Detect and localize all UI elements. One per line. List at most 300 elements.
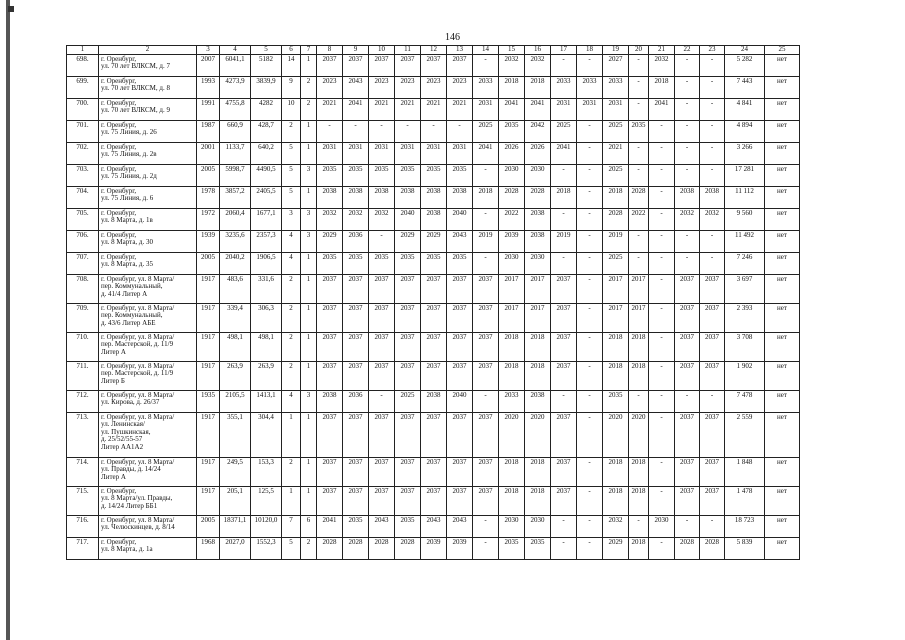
table-cell: 4: [282, 390, 301, 412]
table-cell: -: [369, 230, 395, 252]
table-cell: 2026: [525, 142, 551, 164]
table-cell: 7 443: [725, 76, 765, 98]
table-cell: 2032: [343, 208, 369, 230]
table-cell: 2039: [421, 537, 447, 559]
table-cell: 2: [301, 76, 317, 98]
table-cell: нет: [765, 186, 800, 208]
table-cell: -: [551, 537, 577, 559]
table-cell: 4: [282, 252, 301, 274]
table-cell: 1917: [197, 412, 220, 457]
table-cell: 2029: [421, 230, 447, 252]
table-cell: 2038: [369, 186, 395, 208]
table-cell: 701.: [67, 120, 99, 142]
table-cell: 2357,3: [251, 230, 282, 252]
binding-margin-line: [6, 0, 10, 640]
table-cell: 10: [282, 98, 301, 120]
table-cell: -: [649, 303, 675, 332]
table-cell: 2043: [421, 515, 447, 537]
column-header: 4: [220, 46, 251, 55]
table-cell: 2029: [603, 537, 629, 559]
table-cell: 7: [282, 515, 301, 537]
table-cell: 2018: [629, 537, 649, 559]
table-cell: 2 393: [725, 303, 765, 332]
table-cell: -: [551, 390, 577, 412]
table-cell: 2032: [317, 208, 343, 230]
table-cell: 2033: [577, 76, 603, 98]
table-cell: 1 848: [725, 457, 765, 486]
column-header: 1: [67, 46, 99, 55]
table-cell: 1: [301, 457, 317, 486]
table-cell: 2037: [700, 486, 725, 515]
table-cell: 2025: [603, 120, 629, 142]
table-cell: 2: [282, 303, 301, 332]
table-cell: 2036: [343, 390, 369, 412]
table-row: [67, 303, 800, 332]
table-cell: 1978: [197, 186, 220, 208]
column-header: 15: [499, 46, 525, 55]
table-cell: -: [577, 361, 603, 390]
address-cell: г. Оренбург, ул. 8 Марта, д. 1а: [99, 537, 197, 559]
table-cell: 1: [301, 361, 317, 390]
table-row: [67, 361, 800, 390]
table-cell: 2037: [447, 54, 473, 76]
column-header: 3: [197, 46, 220, 55]
table-cell: 331,6: [251, 274, 282, 303]
table-cell: 2: [282, 361, 301, 390]
table-cell: 2037: [369, 486, 395, 515]
table-cell: 11 112: [725, 186, 765, 208]
table-cell: -: [369, 120, 395, 142]
column-header: 23: [700, 46, 725, 55]
table-cell: 3 708: [725, 332, 765, 361]
table-cell: 2037: [317, 332, 343, 361]
table-row: [67, 98, 800, 120]
table-cell: 2037: [369, 332, 395, 361]
table-cell: 2017: [525, 303, 551, 332]
table-cell: 1: [301, 186, 317, 208]
table-cell: 1 902: [725, 361, 765, 390]
table-cell: 2018: [603, 186, 629, 208]
table-cell: нет: [765, 54, 800, 76]
table-cell: 2105,5: [220, 390, 251, 412]
table-cell: 2030: [525, 515, 551, 537]
table-cell: 2037: [473, 361, 499, 390]
column-header: 9: [343, 46, 369, 55]
table-cell: 498,1: [220, 332, 251, 361]
table-cell: 2037: [395, 332, 421, 361]
table-cell: 153,3: [251, 457, 282, 486]
table-row: [67, 274, 800, 303]
table-cell: 2020: [525, 412, 551, 457]
table-cell: 2038: [525, 208, 551, 230]
table-cell: 428,7: [251, 120, 282, 142]
column-header: 14: [473, 46, 499, 55]
table-cell: -: [649, 120, 675, 142]
table-cell: -: [551, 164, 577, 186]
table-cell: 5: [282, 164, 301, 186]
table-cell: 2030: [499, 164, 525, 186]
table-cell: 2037: [421, 303, 447, 332]
table-cell: 2018: [473, 186, 499, 208]
table-row: [67, 486, 800, 515]
table-cell: -: [577, 303, 603, 332]
table-cell: 2035: [317, 164, 343, 186]
table-cell: 2041: [551, 142, 577, 164]
table-cell: 702.: [67, 142, 99, 164]
table-cell: -: [700, 76, 725, 98]
table-cell: 5: [282, 142, 301, 164]
table-cell: -: [675, 76, 700, 98]
table-cell: 2037: [675, 332, 700, 361]
table-cell: 2037: [369, 457, 395, 486]
table-cell: 2035: [421, 164, 447, 186]
table-cell: 704.: [67, 186, 99, 208]
table-cell: 2025: [395, 390, 421, 412]
table-cell: 263,9: [220, 361, 251, 390]
table-cell: нет: [765, 252, 800, 274]
address-cell: г. Оренбург, ул. 8 Марта/ ул. Кирова, д. 26/37: [99, 390, 197, 412]
table-cell: 2037: [395, 457, 421, 486]
table-cell: 2037: [317, 412, 343, 457]
table-cell: -: [629, 76, 649, 98]
table-cell: 2017: [525, 274, 551, 303]
table-cell: -: [649, 208, 675, 230]
table-cell: -: [577, 120, 603, 142]
table-cell: 2038: [317, 390, 343, 412]
table-cell: -: [343, 120, 369, 142]
table-cell: 2021: [395, 98, 421, 120]
table-cell: 2035: [369, 252, 395, 274]
table-cell: 2: [301, 98, 317, 120]
table-cell: 355,1: [220, 412, 251, 457]
table-cell: 1906,5: [251, 252, 282, 274]
table-cell: 5: [282, 537, 301, 559]
table-cell: 1677,1: [251, 208, 282, 230]
table-cell: 3: [301, 230, 317, 252]
table-cell: 125,5: [251, 486, 282, 515]
table-cell: -: [700, 142, 725, 164]
table-cell: 2037: [317, 457, 343, 486]
table-cell: нет: [765, 142, 800, 164]
table-cell: 2038: [343, 186, 369, 208]
table-row: [67, 390, 800, 412]
table-cell: 2032: [675, 208, 700, 230]
table-cell: -: [649, 486, 675, 515]
table-cell: 2: [282, 274, 301, 303]
table-cell: 2037: [369, 274, 395, 303]
table-cell: 2037: [675, 486, 700, 515]
table-cell: 709.: [67, 303, 99, 332]
table-cell: 2028: [343, 537, 369, 559]
table-cell: 1: [301, 142, 317, 164]
table-cell: 2037: [369, 54, 395, 76]
table-cell: 4: [282, 230, 301, 252]
address-cell: г. Оренбург, ул. 8 Марта/ пер. Коммунальный, д. 41/4 Литер А: [99, 274, 197, 303]
table-cell: 3 697: [725, 274, 765, 303]
table-cell: -: [577, 412, 603, 457]
table-cell: 2040: [395, 208, 421, 230]
table-cell: 2037: [675, 412, 700, 457]
table-cell: 2037: [700, 361, 725, 390]
table-cell: 2041: [343, 98, 369, 120]
table-cell: 2037: [421, 332, 447, 361]
table-cell: 2021: [369, 98, 395, 120]
table-cell: 5998,7: [220, 164, 251, 186]
table-cell: 2037: [473, 274, 499, 303]
table-cell: 2037: [551, 274, 577, 303]
table-cell: 2041: [525, 98, 551, 120]
table-cell: 2037: [447, 412, 473, 457]
table-row: [67, 142, 800, 164]
table-cell: 2037: [369, 361, 395, 390]
table-cell: -: [629, 164, 649, 186]
table-cell: 2018: [499, 486, 525, 515]
table-cell: 2018: [629, 361, 649, 390]
table-cell: -: [473, 390, 499, 412]
table-cell: 712.: [67, 390, 99, 412]
table-cell: -: [649, 390, 675, 412]
table-cell: 2018: [525, 486, 551, 515]
table-cell: 2001: [197, 142, 220, 164]
table-cell: 2021: [447, 98, 473, 120]
address-cell: г. Оренбург, ул. 75 Линия, д. 2в: [99, 142, 197, 164]
table-cell: 2032: [649, 54, 675, 76]
table-cell: -: [649, 457, 675, 486]
table-cell: 2: [282, 457, 301, 486]
table-cell: 2035: [447, 252, 473, 274]
table-cell: -: [629, 230, 649, 252]
table-cell: -: [369, 390, 395, 412]
table-cell: 2026: [499, 142, 525, 164]
column-header: 13: [447, 46, 473, 55]
table-cell: 2035: [499, 120, 525, 142]
table-cell: 717.: [67, 537, 99, 559]
table-cell: 2019: [473, 230, 499, 252]
table-cell: 2018: [525, 361, 551, 390]
table-cell: -: [577, 230, 603, 252]
table-cell: 3857,2: [220, 186, 251, 208]
table-cell: 2037: [421, 486, 447, 515]
table-cell: -: [675, 98, 700, 120]
table-cell: 2037: [473, 457, 499, 486]
table-cell: 2033: [499, 390, 525, 412]
table-cell: 2028: [369, 537, 395, 559]
table-cell: 714.: [67, 457, 99, 486]
table-cell: 2035: [421, 252, 447, 274]
table-cell: 249,5: [220, 457, 251, 486]
table-cell: 2038: [700, 186, 725, 208]
table-cell: 2018: [499, 361, 525, 390]
column-header: 20: [629, 46, 649, 55]
table-cell: 710.: [67, 332, 99, 361]
table-cell: 2037: [551, 332, 577, 361]
table-cell: 1: [301, 303, 317, 332]
table-cell: 2028: [395, 537, 421, 559]
table-cell: 2038: [421, 186, 447, 208]
page-number: 146: [445, 32, 460, 43]
table-cell: 2037: [447, 457, 473, 486]
table-cell: 2025: [603, 164, 629, 186]
table-cell: 2029: [395, 230, 421, 252]
table-cell: 2031: [395, 142, 421, 164]
table-cell: 2043: [369, 515, 395, 537]
table-cell: 2018: [525, 332, 551, 361]
table-cell: 14: [282, 54, 301, 76]
table-cell: 2031: [421, 142, 447, 164]
table-cell: 2032: [700, 208, 725, 230]
column-header: 10: [369, 46, 395, 55]
table-cell: 4490,5: [251, 164, 282, 186]
table-cell: -: [577, 457, 603, 486]
table-cell: 7 478: [725, 390, 765, 412]
table-cell: 2037: [343, 361, 369, 390]
table-cell: 2035: [603, 390, 629, 412]
table-cell: 1917: [197, 361, 220, 390]
table-cell: 699.: [67, 76, 99, 98]
table-cell: 2037: [551, 457, 577, 486]
table-cell: -: [649, 230, 675, 252]
table-cell: 2025: [473, 120, 499, 142]
table-cell: 4 841: [725, 98, 765, 120]
column-header: 5: [251, 46, 282, 55]
table-cell: 703.: [67, 164, 99, 186]
table-cell: 2031: [317, 142, 343, 164]
address-cell: г. Оренбург, ул. 8 Марта, д. 35: [99, 252, 197, 274]
table-cell: 2037: [421, 361, 447, 390]
table-cell: 2035: [499, 537, 525, 559]
table-cell: 2037: [473, 303, 499, 332]
table-cell: 2038: [525, 230, 551, 252]
table-cell: 2038: [421, 390, 447, 412]
column-header: 19: [603, 46, 629, 55]
table-cell: 2037: [447, 332, 473, 361]
table-cell: 2028: [603, 208, 629, 230]
table-cell: 2037: [421, 54, 447, 76]
table-cell: 2027: [603, 54, 629, 76]
table-cell: 1: [301, 54, 317, 76]
table-cell: 2037: [675, 303, 700, 332]
table-cell: 713.: [67, 412, 99, 457]
table-cell: 2018: [525, 76, 551, 98]
table-row: [67, 457, 800, 486]
table-cell: 2018: [525, 457, 551, 486]
table-cell: 700.: [67, 98, 99, 120]
table-cell: 2037: [317, 274, 343, 303]
table-cell: 1: [301, 120, 317, 142]
table-cell: 2017: [629, 303, 649, 332]
table-cell: 9 560: [725, 208, 765, 230]
table-cell: 2039: [499, 230, 525, 252]
table-cell: -: [700, 164, 725, 186]
table-cell: 2018: [603, 332, 629, 361]
table-cell: 205,1: [220, 486, 251, 515]
table-cell: -: [577, 390, 603, 412]
table-cell: -: [577, 208, 603, 230]
table-cell: 2030: [499, 252, 525, 274]
table-cell: 2028: [317, 537, 343, 559]
table-cell: 306,3: [251, 303, 282, 332]
table-cell: 2037: [700, 332, 725, 361]
table-cell: 1991: [197, 98, 220, 120]
table-cell: -: [675, 390, 700, 412]
column-header: 6: [282, 46, 301, 55]
table-cell: нет: [765, 332, 800, 361]
table-cell: нет: [765, 303, 800, 332]
table-cell: 698.: [67, 54, 99, 76]
table-cell: 2020: [499, 412, 525, 457]
address-cell: г. Оренбург, ул. 70 лет ВЛКСМ, д. 9: [99, 98, 197, 120]
table-cell: 2025: [603, 252, 629, 274]
table-cell: 2037: [395, 486, 421, 515]
table-cell: -: [700, 252, 725, 274]
table-cell: -: [649, 412, 675, 457]
address-cell: г. Оренбург, ул. 8 Марта/ пер. Коммунальный, д. 43/6 Литер АБЕ: [99, 303, 197, 332]
column-header: 7: [301, 46, 317, 55]
table-cell: 2043: [447, 230, 473, 252]
address-cell: г. Оренбург, ул. 8 Марта/ул. Правды, д. 14/24 Литер ББ1: [99, 486, 197, 515]
table-cell: -: [700, 120, 725, 142]
table-cell: 2032: [369, 208, 395, 230]
column-header: 17: [551, 46, 577, 55]
table-row: [67, 515, 800, 537]
table-cell: 2032: [499, 54, 525, 76]
table-cell: 2028: [525, 186, 551, 208]
table-cell: 2037: [343, 274, 369, 303]
table-cell: 2033: [603, 76, 629, 98]
table-cell: -: [675, 230, 700, 252]
table-row: [67, 186, 800, 208]
table-cell: -: [629, 252, 649, 274]
table-cell: 2037: [317, 361, 343, 390]
table-cell: -: [447, 120, 473, 142]
table-cell: 1917: [197, 274, 220, 303]
column-header: 22: [675, 46, 700, 55]
table-cell: 2032: [525, 54, 551, 76]
table-cell: 2017: [603, 303, 629, 332]
table-cell: 2037: [473, 486, 499, 515]
table-cell: 6: [301, 515, 317, 537]
table-cell: -: [700, 230, 725, 252]
table-cell: нет: [765, 164, 800, 186]
table-cell: 2005: [197, 515, 220, 537]
table-cell: 2021: [421, 98, 447, 120]
address-cell: г. Оренбург, ул. 8 Марта/ ул. Правды, д. 14/24 Литер А: [99, 457, 197, 486]
table-cell: 2037: [343, 54, 369, 76]
table-cell: 2031: [473, 98, 499, 120]
table-cell: 1917: [197, 486, 220, 515]
table-cell: 2037: [700, 274, 725, 303]
table-cell: -: [629, 98, 649, 120]
table-cell: -: [551, 515, 577, 537]
table-cell: 2041: [317, 515, 343, 537]
table-cell: 2018: [603, 486, 629, 515]
table-cell: 2031: [577, 98, 603, 120]
table-cell: нет: [765, 76, 800, 98]
table-cell: -: [577, 537, 603, 559]
table-cell: 2033: [551, 76, 577, 98]
table-cell: 4 894: [725, 120, 765, 142]
table-row: [67, 208, 800, 230]
column-header: 2: [99, 46, 197, 55]
table-cell: 1987: [197, 120, 220, 142]
table-cell: 2031: [369, 142, 395, 164]
table-cell: 2021: [317, 98, 343, 120]
table-cell: -: [629, 54, 649, 76]
table-cell: -: [675, 142, 700, 164]
table-cell: 2035: [317, 252, 343, 274]
table-cell: 2037: [675, 274, 700, 303]
table-cell: 2: [282, 120, 301, 142]
